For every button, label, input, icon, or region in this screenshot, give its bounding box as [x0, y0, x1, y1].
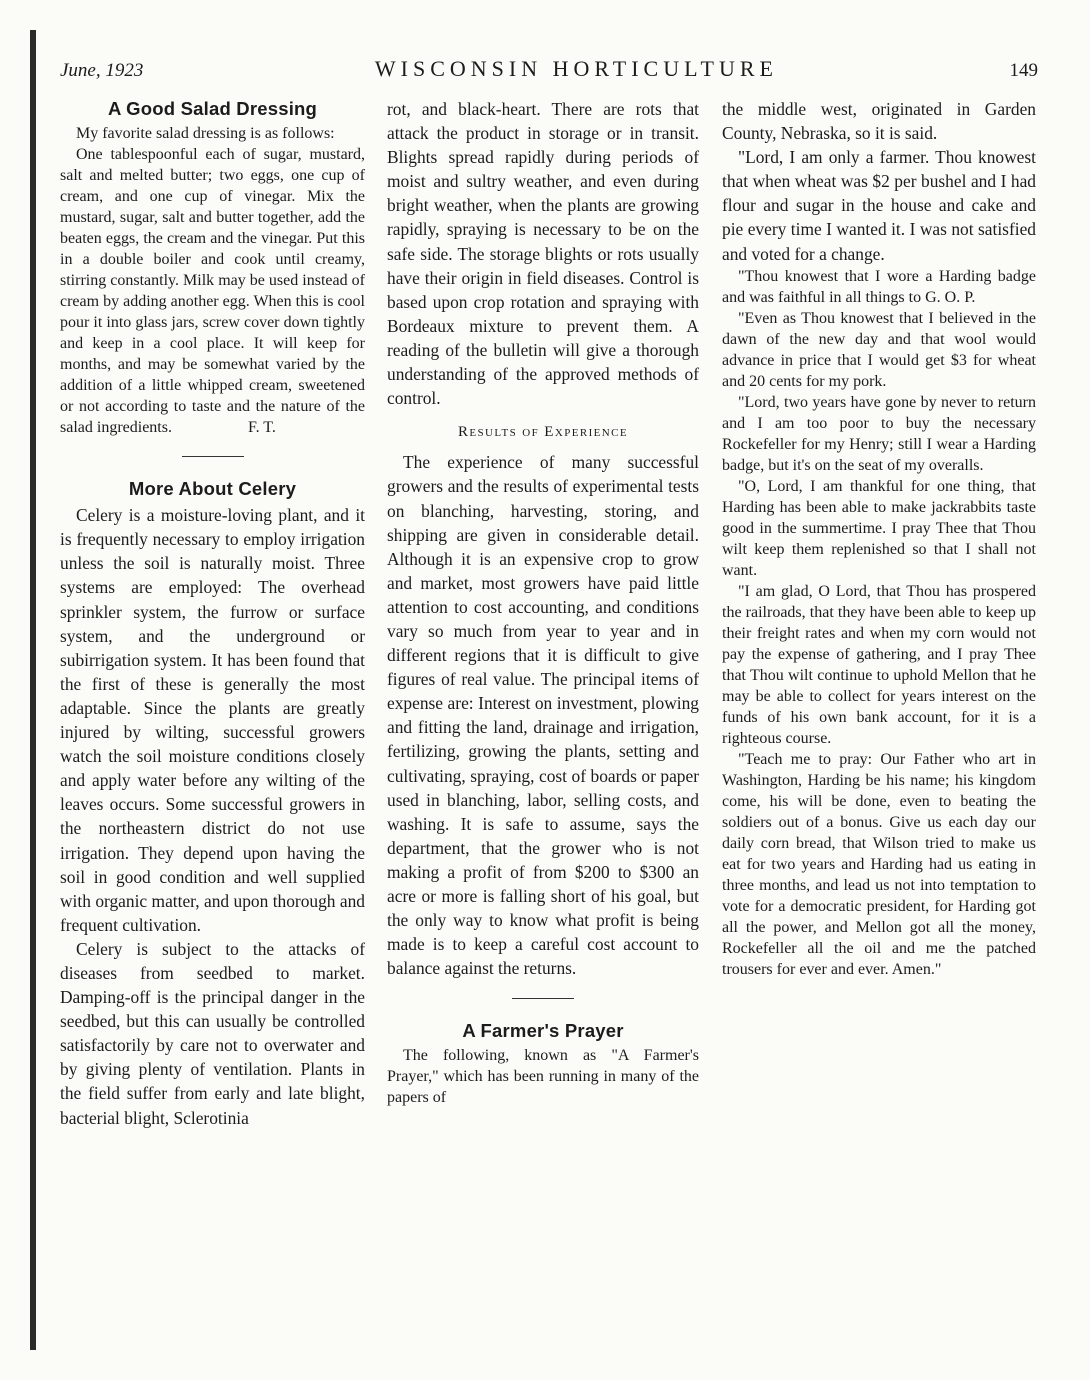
column-1 — [60, 97, 365, 1130]
prayer-heading: A Farmer's Prayer — [462, 1020, 624, 1042]
journal-title: WISCONSIN HORTICULTURE — [374, 56, 778, 81]
column-3 — [722, 97, 1036, 980]
prayer-paragraph: "O, Lord, I am thankful for one thing, that Harding has been able to make jackrabbits taste good in the summertime. I pray Thee that Thou wilt keep them replenished so that I shall not want. — [722, 477, 1036, 579]
celery-paragraph-1: Celery is a moisture-loving plant, and it is frequently necessary to employ irrigation unless the soil is naturally moist. Three systems are employed: The overhead sprinkler system, the furrow or surface system, and the underground or subirrigation system. It has been found that the first of these is generally the most adaptable. Since the plants are greatly injured by wilting, successful growers watch the soil moisture conditions closely and apply water before any wilting of the leaves occurs. Some successful growers in the northeastern district do not use irrigation. They depend upon having the soil in good condition and well supplied with organic matter, and upon thorough and frequent cultivation. — [60, 505, 365, 935]
salad-signature: F. T. — [247, 419, 276, 437]
prayer-intro: The following, known as "A Farmer's Prayer," which has been running in many of the papers of — [387, 1047, 699, 1107]
salad-heading: A Good Salad Dressing — [107, 98, 318, 119]
section-divider — [182, 456, 244, 457]
running-header — [60, 56, 1038, 90]
issue-date: June, 1923 — [60, 60, 144, 81]
salad-intro: My favorite salad dressing is as follows: — [76, 125, 335, 143]
results-subheading: Results of Experience — [458, 424, 628, 441]
page-number: 149 — [1009, 60, 1038, 81]
celery-paragraph-2-continued: rot, and black-heart. There are rots that attack the product in storage or in transit. Blights spread rapidly during periods of moist and sultry weather, and even during bright weather, when the plants are growing rapidly, spraying is necessary to be on the safe side. The storage blights or rots usually have their origin in field diseases. Control is based upon crop rotation and spraying with Bordeaux mixture to prevent them. A reading of the bulletin will give a thorough understanding of the approved methods of control. — [387, 99, 699, 409]
prayer-intro-continued: the middle west, originated in Garden County, Nebraska, so it is said. — [722, 99, 1036, 144]
prayer-paragraph: "Teach me to pray: Our Father who art in Washington, Harding be his name; his kingdom come, his will be done, even to beating the soldiers out of a bonus. Give us each day our daily corn bread, that Wilson tried to make us eat for two years and Harding had us eating in three months, and lead us not into temptation to vote for a democratic president, for Harding got all the power, and Mellon got all the money, Rockefeller all the oil and me the patched trousers for ever and ever. Amen." — [722, 750, 1036, 978]
prayer-small-block — [722, 266, 1036, 980]
salad-recipe-text: One tablespoonful each of sugar, mustard, salt and melted butter; two eggs, one cup of cream, and one cup of vinegar. Mix the mustard, sugar, salt and butter together, add the beaten eggs, the cream and the vinegar. Put this in a double boiler and cook until creamy, stirring constantly. Milk may be used instead of cream by adding another egg. When this is cool pour it into glass jars, screw cover down tightly and keep in a cool place. It will keep for months, and may be somewhat varied by the addition of a little whipped cream, sweetened or not according to taste and the nature of the salad ingredients. — [60, 146, 365, 437]
prayer-paragraph: "Thou knowest that I wore a Harding badge and was faithful in all things to G. O. P. — [722, 267, 1036, 306]
prayer-paragraph: "Even as Thou knowest that I believed in the dawn of the new day and that wool would advance in price that I would get $3 for wheat and 20 cents for my pork. — [722, 309, 1036, 390]
celery-paragraph-2: Celery is subject to the attacks of diseases from seedbed to market. Damping-off is the principal danger in the seedbed, but this can usually be controlled satisfactorily by care not to overwater and by giving plenty of ventilation. Plants in the field suffer from early and late blight, bacterial blight, Sclerotinia — [60, 938, 365, 1128]
prayer-paragraph: "Lord, I am only a farmer. Thou knowest that when wheat was $2 per bushel and I had flour and sugar in the house and cake and pie every time I wanted it. I was not satisfied and voted for a change. — [722, 147, 1036, 264]
salad-article — [60, 123, 365, 438]
celery-heading: More About Celery — [128, 478, 297, 500]
salad-recipe — [60, 144, 365, 438]
celery-paragraph-3: The experience of many successful growers and the results of experimental tests on blanching, harvesting, storing, and shipping are given in considerable detail. Although it is an expensive crop to grow and market, most growers have paid little attention to cost accounting, and conditions vary so much from year to year and in different regions that it is difficult to give figures of real value. The principal items of expense are: Interest on investment, plowing and fitting the land, drainage and irrigation, fertilizing, growing the plants, setting and cultivating, spraying, cost of boards or paper used in blanching, labor, selling costs, and washing. It is safe to assume, says the department, that the grower who is not making a profit of from $200 to $300 an acre or more is falling short of his goal, but the only way to know what profit is being made is to keep a careful cost account to balance against the returns. — [387, 452, 699, 979]
page-binding-edge — [30, 30, 36, 1350]
section-divider — [512, 998, 574, 999]
column-2 — [387, 97, 699, 1108]
prayer-paragraph: "I am glad, O Lord, that Thou has prospered the railroads, that they have been able to keep up their freight rates and when my corn would not pay the expense of gathering, and I pray Thee that Thou wilt continue to uphold Mellon that he may be able to collect for years interest on the funds of his own bank account, for it is a righteous course. — [722, 582, 1036, 747]
prayer-paragraph: "Lord, two years have gone by never to return and I am too poor to buy the necessary Rockefeller for my Henry; still I wear a Harding badge, but it's on the seat of my overalls. — [722, 393, 1036, 474]
